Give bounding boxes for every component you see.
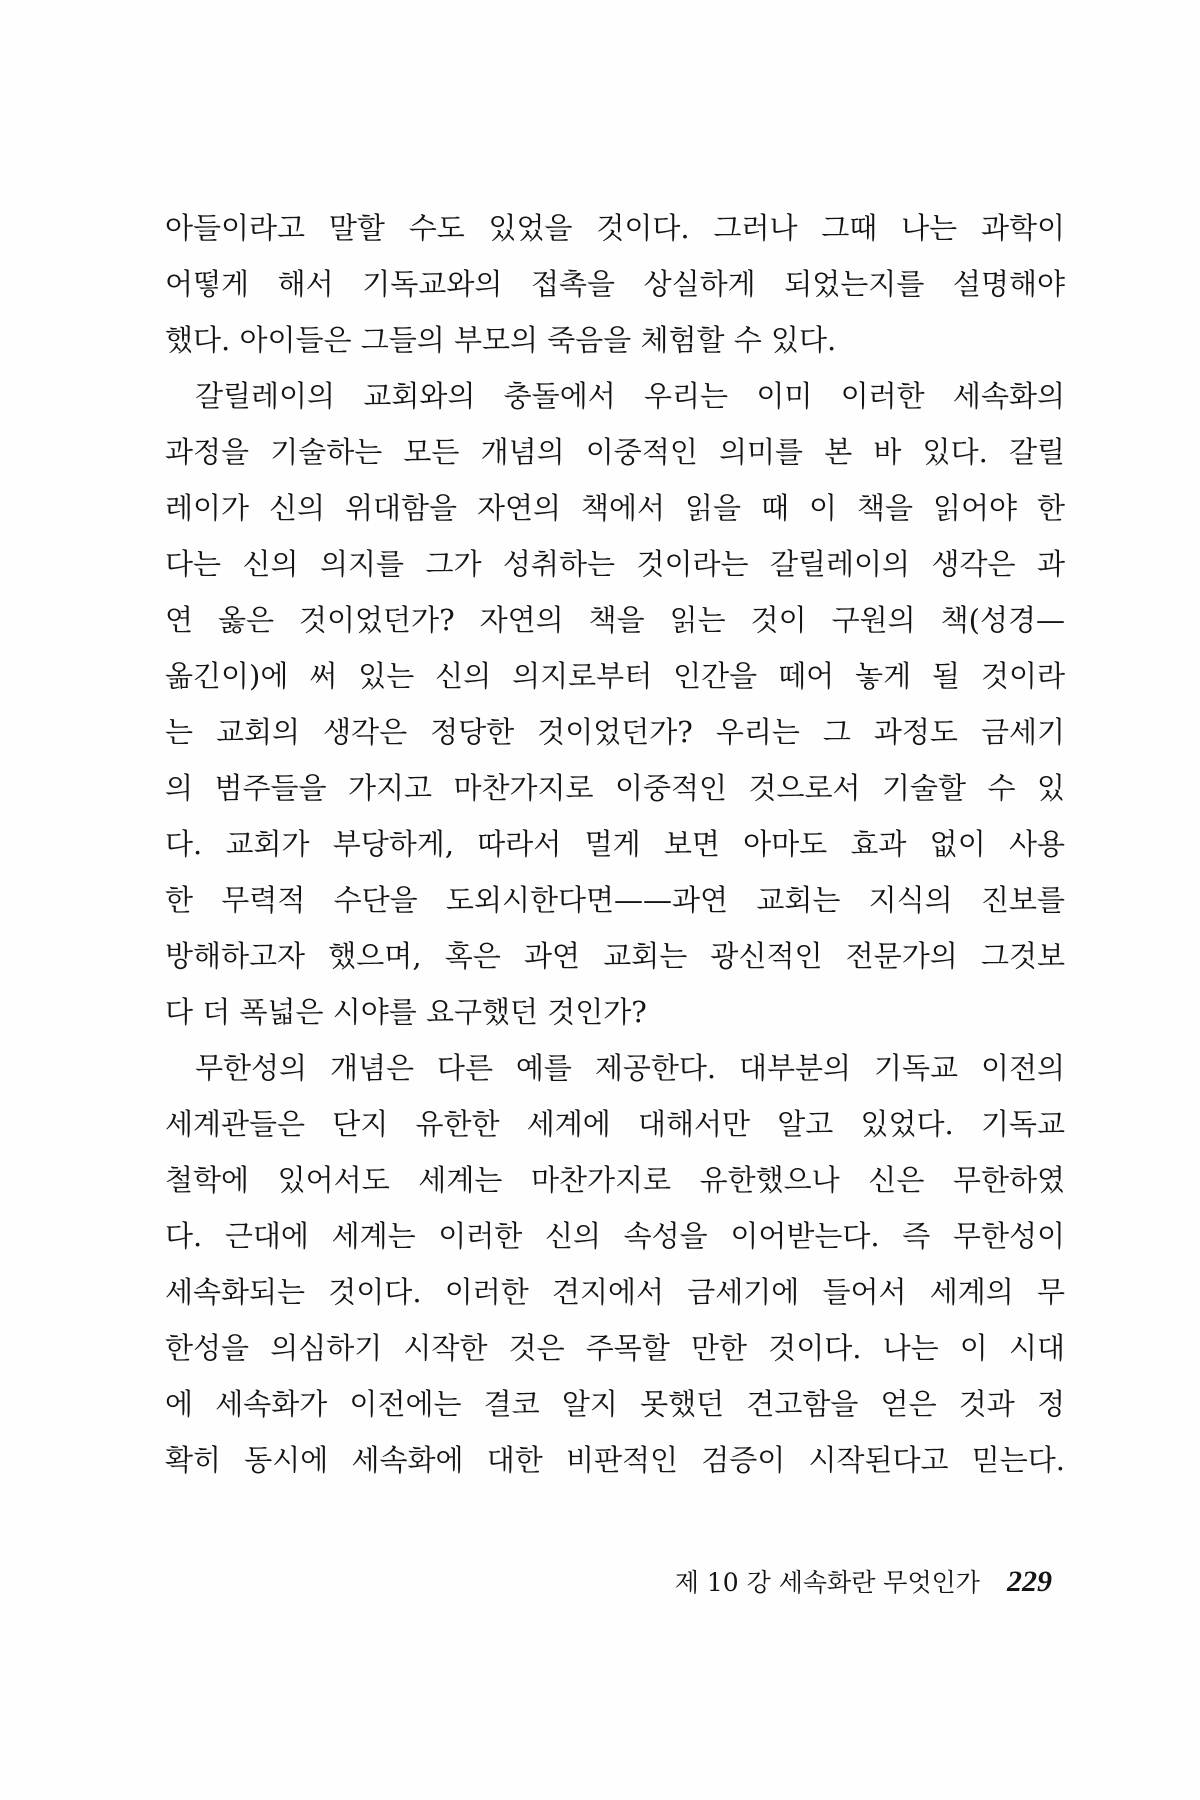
text-line: 방해하고자 했으며, 혹은 과연 교회는 광신적인 전문가의 그것보 xyxy=(165,939,1065,973)
text-line: 에 세속화가 이전에는 결코 알지 못했던 견고함을 얻은 것과 정 xyxy=(165,1387,1065,1421)
text-line: 옮긴이)에 써 있는 신의 의지로부터 인간을 떼어 놓게 될 것이라 xyxy=(165,659,1065,693)
text-line: 다는 신의 의지를 그가 성취하는 것이라는 갈릴레이의 생각은 과 xyxy=(165,547,1065,581)
paragraph-2 xyxy=(165,368,1065,1040)
running-head: 제 10 강 세속화란 무엇인가 xyxy=(674,1568,980,1597)
page-number: 229 xyxy=(1007,1565,1052,1598)
text-line: 연 옳은 것이었던가? 자연의 책을 읽는 것이 구원의 책(성경— xyxy=(165,603,1065,637)
text-line: 갈릴레이의 교회와의 충돌에서 우리는 이미 이러한 세속화의 xyxy=(195,379,1065,413)
text-line: 다 더 폭넓은 시야를 요구했던 것인가? xyxy=(165,995,647,1029)
text-line: 했다. 아이들은 그들의 부모의 죽음을 체험할 수 있다. xyxy=(165,323,837,357)
text-line: 는 교회의 생각은 정당한 것이었던가? 우리는 그 과정도 금세기 xyxy=(165,715,1065,749)
paragraph-1 xyxy=(165,200,1065,368)
paragraph-3 xyxy=(165,1040,1065,1488)
text-line: 아들이라고 말할 수도 있었을 것이다. 그러나 그때 나는 과학이 xyxy=(165,211,1065,245)
text-line: 레이가 신의 위대함을 자연의 책에서 읽을 때 이 책을 읽어야 한 xyxy=(165,491,1065,525)
text-line: 한 무력적 수단을 도외시한다면——과연 교회는 지식의 진보를 xyxy=(165,883,1065,917)
text-line: 어떻게 해서 기독교와의 접촉을 상실하게 되었는지를 설명해야 xyxy=(165,267,1065,301)
text-line: 철학에 있어서도 세계는 마찬가지로 유한했으나 신은 무한하였 xyxy=(165,1163,1065,1197)
text-line: 한성을 의심하기 시작한 것은 주목할 만한 것이다. 나는 이 시대 xyxy=(165,1331,1065,1365)
text-line: 다. 교회가 부당하게, 따라서 멀게 보면 아마도 효과 없이 사용 xyxy=(165,827,1065,861)
text-line: 확히 동시에 세속화에 대한 비판적인 검증이 시작된다고 믿는다. xyxy=(165,1443,1065,1477)
text-line: 세계관들은 단지 유한한 세계에 대해서만 알고 있었다. 기독교 xyxy=(165,1107,1065,1141)
text-line: 의 범주들을 가지고 마찬가지로 이중적인 것으로서 기술할 수 있 xyxy=(165,771,1065,805)
text-line: 세속화되는 것이다. 이러한 견지에서 금세기에 들어서 세계의 무 xyxy=(165,1275,1065,1309)
text-line: 무한성의 개념은 다른 예를 제공한다. 대부분의 기독교 이전의 xyxy=(195,1051,1065,1085)
text-line: 과정을 기술하는 모든 개념의 이중적인 의미를 본 바 있다. 갈릴 xyxy=(165,435,1065,469)
text-line: 다. 근대에 세계는 이러한 신의 속성을 이어받는다. 즉 무한성이 xyxy=(165,1219,1065,1253)
body-text xyxy=(165,200,1065,1488)
page-footer xyxy=(675,1562,1052,1602)
